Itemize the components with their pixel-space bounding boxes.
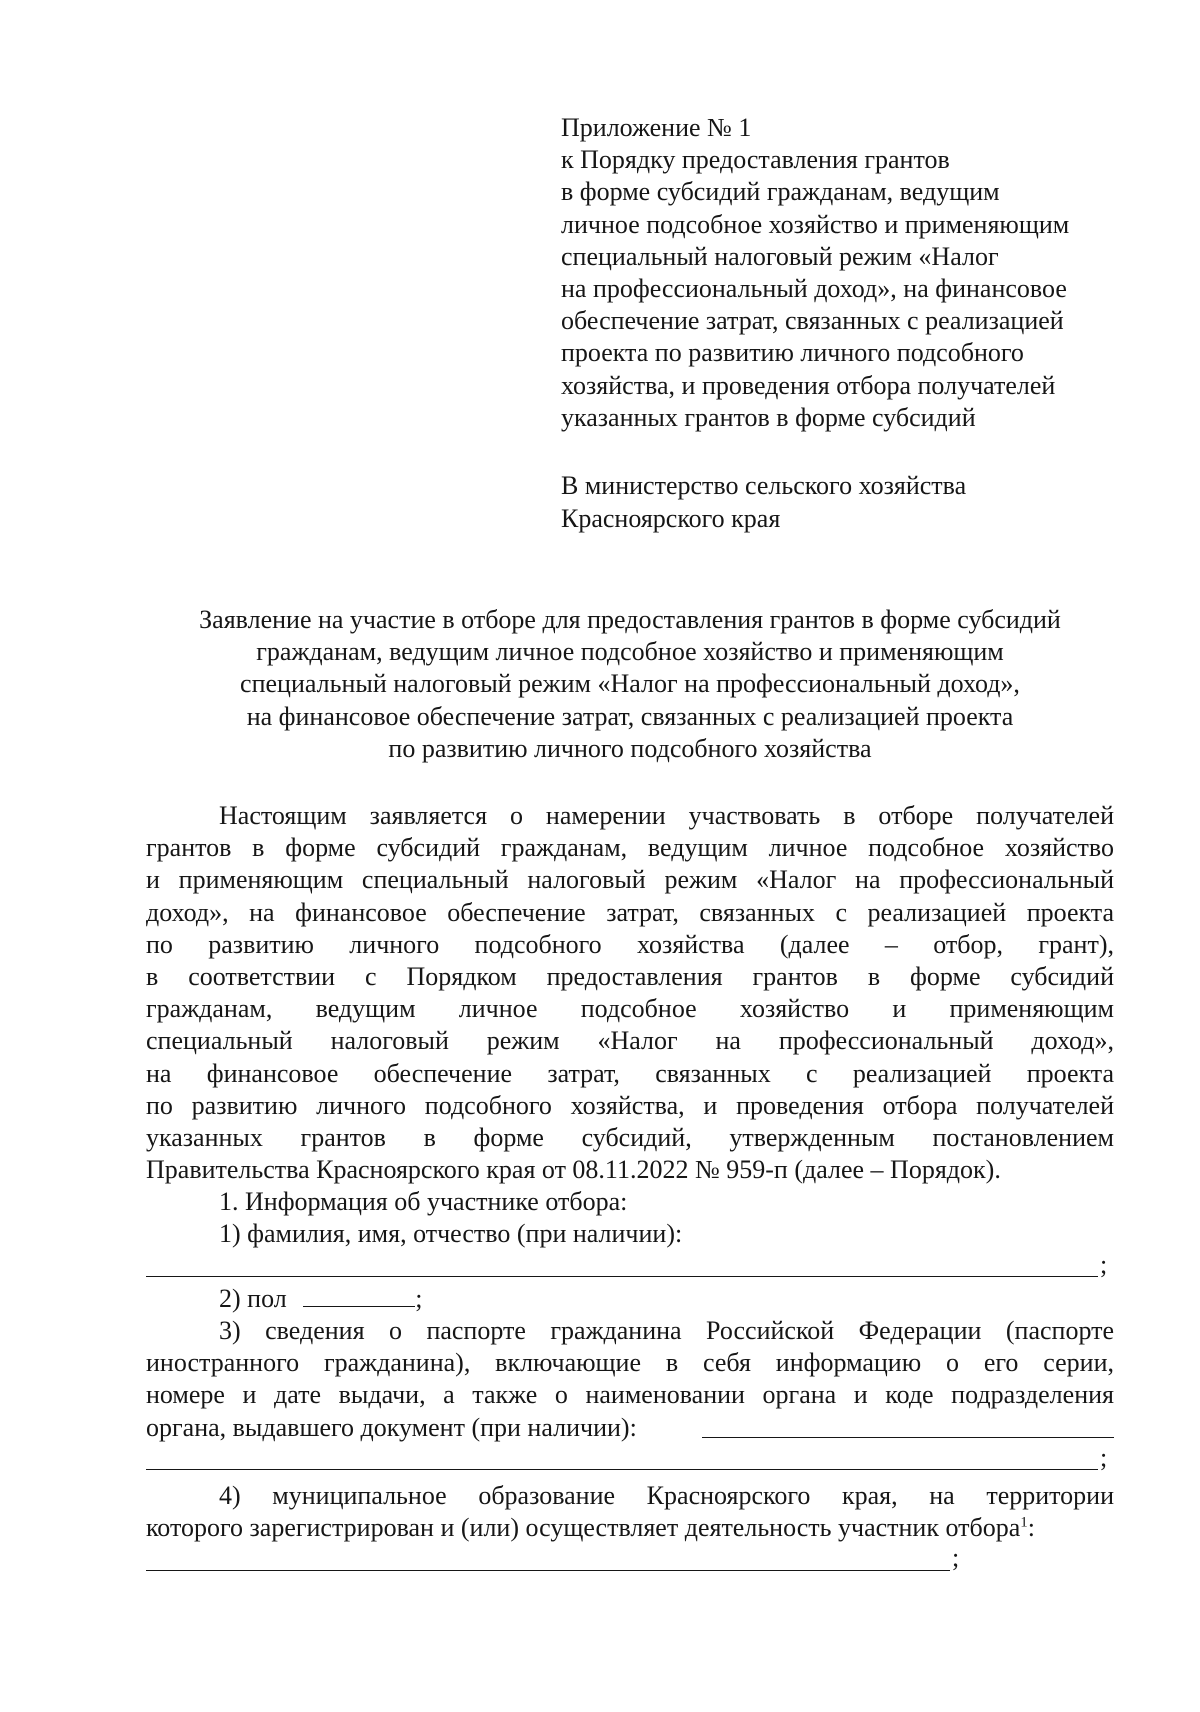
intro-line: Правительства Красноярского края от 08.11.2022 № 959-п (далее – Порядок). [146,1155,1001,1185]
gender-field[interactable] [303,1284,415,1307]
header-line: к Порядку предоставления грантов [561,145,950,175]
intro-line: указанных грантов в форме субсидий, утвержденным постановлением [146,1122,1114,1152]
passport-field-continuation[interactable] [146,1444,1114,1476]
passport-line: 3) сведения о паспорте гражданина Российской Федерации (паспорте [219,1316,1114,1345]
municipality-field[interactable] [146,1544,1114,1576]
municipality-label: которого зарегистрирован и (или) осуществляет деятельность участник отбора [146,1513,1021,1543]
intro-line: гражданам, ведущим личное подсобное хозяйство и применяющим [146,994,1114,1024]
header-line: специальный налоговый режим «Налог [561,241,999,271]
header-line: в форме субсидий гражданам, ведущим [561,177,1000,207]
field-semicolon: ; [1100,1442,1108,1472]
item-full-name-label: 1) фамилия, имя, отчество (при наличии): [219,1219,683,1249]
intro-line: специальный налоговый режим «Налог на профессиональный доход», [146,1026,1114,1056]
passport-label: органа, выдавшего документ (при наличии): [146,1412,637,1442]
title-line: Заявление на участие в отборе для предоставления грантов в форме субсидий [199,605,1061,634]
field-semicolon: ; [1100,1249,1108,1279]
intro-line: в соответствии с Порядком предоставления грантов в форме субсидий [146,961,1114,991]
full-name-field[interactable] [146,1251,1114,1283]
intro-line: по развитию личного подсобного хозяйства (далее – отбор, грант), [146,929,1114,959]
passport-line-with-field [146,1412,1114,1444]
appendix-header [561,112,1121,434]
colon: : [1027,1513,1035,1543]
intro-line: и применяющим специальный налоговый режим «Налог на профессиональный [146,865,1114,895]
addressee-line: В министерство сельского хозяйства [561,471,967,500]
field-semicolon: ; [415,1283,423,1313]
header-line: указанных грантов в форме субсидий [561,402,976,432]
item-gender [146,1283,1114,1315]
header-line: проекта по развитию личного подсобного [561,338,1024,368]
passport-field[interactable] [702,1437,1114,1438]
header-line: личное подсобное хозяйство и применяющим [561,209,1070,239]
field-semicolon: ; [952,1543,960,1573]
title-line: гражданам, ведущим личное подсобное хозяйство и применяющим [256,637,1004,667]
intro-line: доход», на финансовое обеспечение затрат, связанных с реализацией проекта [146,897,1114,927]
footnote-mark[interactable]: 1 [1020,1514,1028,1531]
addressee-block [561,470,1121,535]
passport-line: номере и дате выдачи, а также о наименовании органа и коде подразделения [146,1380,1114,1410]
intro-line: Настоящим заявляется о намерении участвовать в отборе получателей [219,801,1114,830]
application-body [146,800,1114,1577]
passport-underline [146,1469,1098,1470]
municipality-line: 4) муниципальное образование Красноярского края, на территории [219,1480,1114,1510]
intro-line: на финансовое обеспечение затрат, связанных с реализацией проекта [146,1058,1114,1088]
addressee-line: Красноярского края [561,503,781,533]
full-name-underline [146,1276,1098,1277]
header-line: на профессиональный доход», на финансовое [561,274,1067,304]
document-title [140,604,1120,765]
header-line: обеспечение затрат, связанных с реализацией [561,306,1064,336]
header-line: Приложение № 1 [561,113,752,142]
section-heading: 1. Информация об участнике отбора: [219,1187,628,1217]
intro-line: по развитию личного подсобного хозяйства, и проведения отбора получателей [146,1090,1114,1120]
header-line: хозяйства, и проведения отбора получателей [561,370,1056,400]
title-line: специальный налоговый режим «Налог на профессиональный доход», [240,669,1020,699]
item-gender-label: 2) пол [219,1283,287,1313]
municipality-underline [146,1570,950,1571]
intro-line: грантов в форме субсидий гражданам, ведущим личное подсобное хозяйство [146,833,1114,863]
passport-line: иностранного гражданина), включающие в себя информацию о его серии, [146,1348,1114,1378]
title-line: по развитию личного подсобного хозяйства [388,733,872,763]
title-line: на финансовое обеспечение затрат, связанных с реализацией проекта [246,701,1014,731]
municipality-label-line [146,1512,1114,1544]
